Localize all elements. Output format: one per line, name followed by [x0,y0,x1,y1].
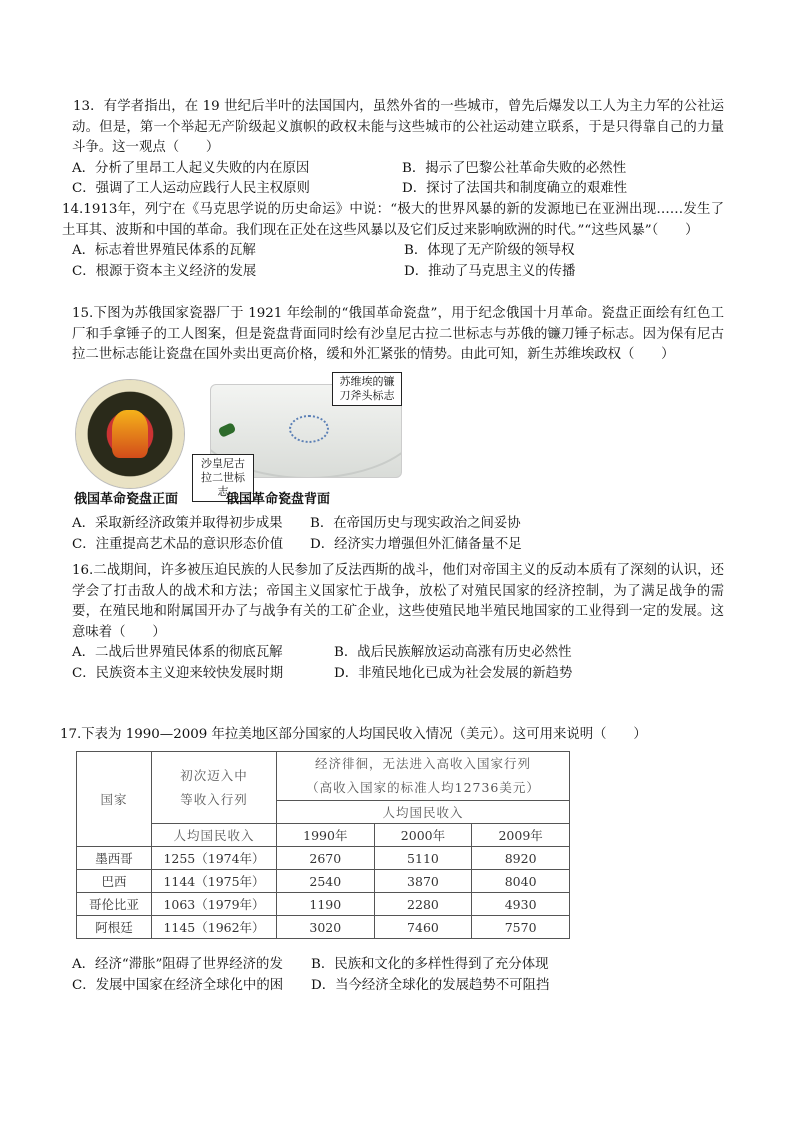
table-row: 阿根廷 1145（1962年） 3020 7460 7570 [77,916,570,939]
option-c[interactable]: C．强调了工人运动应践行人民主权原则 [72,181,310,196]
option-c[interactable]: C．注重提高艺术品的意识形态价值 [72,536,284,552]
th-year-2000: 2000年 [374,824,472,847]
option-a[interactable]: A．采取新经济政策并取得初步成果 [72,516,283,531]
plate-figure [72,370,432,510]
th-income-first: 人均国民收入 [152,824,277,847]
question-14 [62,200,724,282]
option-c[interactable]: C．民族资本主义迎来较快发展时期 [72,665,284,681]
callout-soviet-emblem: 苏维埃的镰刀斧头标志 [332,372,402,406]
th-year-1990: 1990年 [277,824,375,847]
option-b[interactable]: B．战后民族解放运动高涨有历史必然性 [334,645,572,660]
question-15-stem: 15.下图为苏俄国家瓷器厂于 1921 年绘制的“俄国革命瓷盘”，用于纪念俄国十月革命。瓷盘正面绘有红色工厂和手拿锤子的工人图案，但是瓷盘背面同时绘有沙皇尼古拉二世标志与苏俄的镰刀锤子标志。因为保有尼古拉二世标志能让瓷盘在国外卖出更高价格，缓和外汇紧张的情势。由此可知，新生苏维埃政权（ ） [72,306,724,362]
question-16 [72,561,724,684]
th-year-2009: 2009年 [472,824,570,847]
option-d[interactable]: D．非殖民地化已成为社会发展的新趋势 [334,665,573,681]
question-13-stem: 13．有学者指出，在 19 世纪后半叶的法国国内，虽然外省的一些城市，曾先后爆发以工人为主力军的公社运动。但是，第一个举起无产阶级起义旗帜的政权未能与这些城市的公社运动建立联系，于是只得靠自己的力量斗争。这一观点（ ） [72,99,724,155]
callout-tsar-emblem: 沙皇尼古拉二世标志 [192,454,254,502]
th-first-middle: 初次迈入中 等收入行列 [152,752,277,824]
caption-front: 俄国革命瓷盘正面 [74,492,179,507]
question-14-options [62,241,724,282]
question-16-options [72,643,724,684]
option-a[interactable]: A．分析了里昂工人起义失败的内在原因 [72,160,310,176]
option-b[interactable]: B．体现了无产阶级的领导权 [404,243,575,258]
question-17 [60,725,724,746]
option-d[interactable]: D．当今经济全球化的发展趋势不可阻挡 [311,977,550,993]
option-d[interactable]: D．经济实力增强但外汇储备量不足 [310,536,522,552]
option-a[interactable]: A．标志着世界殖民体系的瓦解 [72,243,256,258]
option-b[interactable]: B．揭示了巴黎公社革命失败的必然性 [402,160,627,176]
th-income: 人均国民收入 [277,801,570,824]
option-a[interactable]: A．二战后世界殖民体系的彻底瓦解 [72,645,283,660]
question-16-stem: 16.二战期间，许多被压迫民族的人民参加了反法西斯的战斗，他们对帝国主义的反动本质有了深刻的认识，还学会了打击敌人的战术和方法；帝国主义国家忙于战争，放松了对殖民国家的经济控制，为了满足战争的需要，在殖民地和附属国开办了与战争有关的工矿企业，这些使殖民地半殖民地国家的工业得到一定的发展。这意味着（ ） [72,563,724,640]
question-15-options-block [72,514,724,555]
table-row: 巴西 1144（1975年） 2540 3870 8040 [77,870,570,893]
question-13-options [72,159,724,200]
option-b[interactable]: B．在帝国历史与现实政治之间妥协 [310,516,521,531]
option-b[interactable]: B．民族和文化的多样性得到了充分体现 [311,957,549,972]
plate-front-image [76,380,184,488]
th-country: 国家 [77,752,152,847]
option-c[interactable]: C．根源于资本主义经济的发展 [72,263,257,279]
question-17-stem: 17.下表为 1990—2009 年拉美地区部分国家的人均国民收入情况（美元）。这可用来说明（ ） [60,727,647,742]
table-row: 墨西哥 1255（1974年） 2670 5110 8920 [77,847,570,870]
question-14-stem: 14.1913年，列宁在《马克思学说的历史命运》中说：“极大的世界风暴的新的发源地已在亚洲出现……发生了土耳其、波斯和中国的革命。我们现在正处在这些风暴以及它们反过来影响欧洲的时代。”“这些风暴”（ ） [62,202,724,238]
income-table [76,751,570,939]
option-c[interactable]: C．发展中国家在经济全球化中的困 [72,977,284,993]
question-17-options [72,955,724,996]
option-d[interactable]: D．推动了马克思主义的传播 [404,263,576,279]
question-15 [72,304,724,366]
option-d[interactable]: D．探讨了法国共和制度确立的艰难性 [402,181,627,196]
option-a[interactable]: A．经济“滞胀”阻碍了世界经济的发 [72,957,283,972]
table-row: 哥伦比亚 1063（1979年） 1190 2280 4930 [77,893,570,916]
question-13 [72,97,724,200]
question-15-options [72,514,724,555]
th-wander: 经济徘徊，无法进入高收入国家行列 （高收入国家的标准人均12736美元） [277,752,570,801]
caption-back: 俄国革命瓷盘背面 [226,492,331,507]
question-17-options-block [72,955,724,996]
